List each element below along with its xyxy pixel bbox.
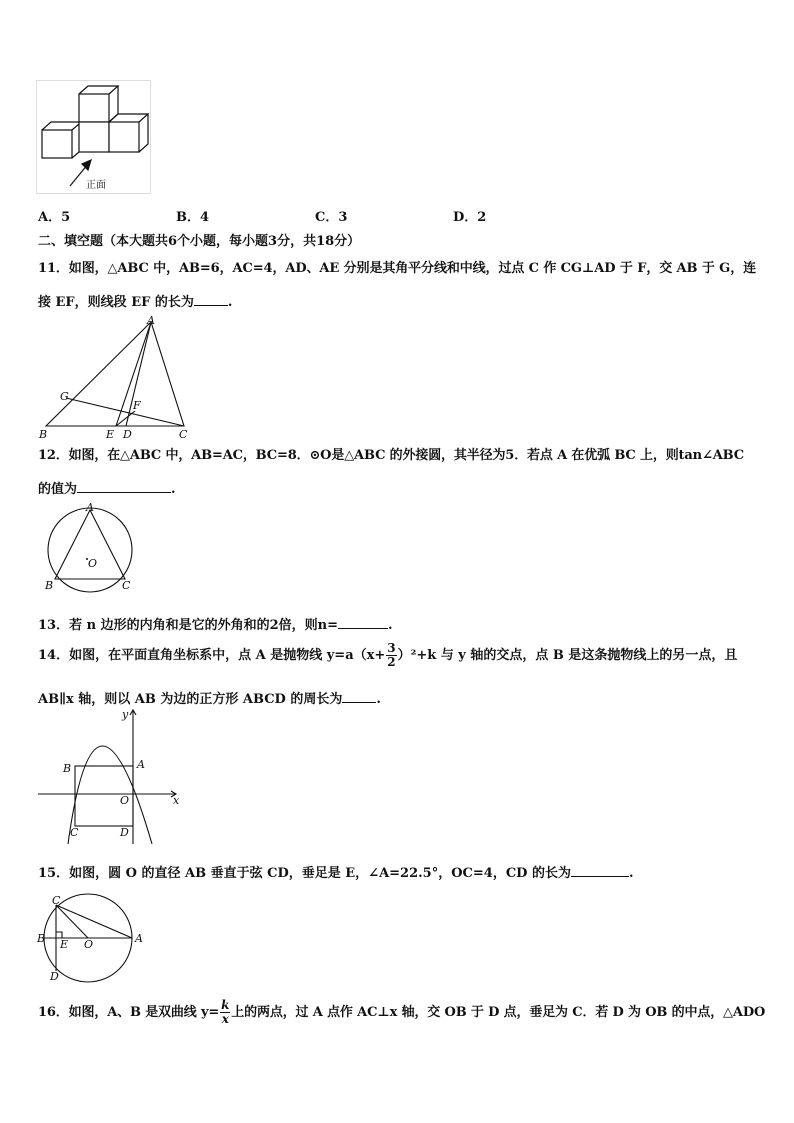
q14-label-a: A: [137, 758, 145, 771]
q13-end: .: [387, 618, 393, 633]
q10-option-c: C．3: [315, 210, 348, 225]
q15-label-c: C: [52, 894, 61, 907]
q11-label-c: C: [179, 428, 188, 441]
q11-label-a: A: [147, 314, 155, 327]
q10-option-b: B．4: [176, 210, 210, 225]
q16-frac-den: x: [221, 1012, 229, 1026]
q15-label-b: B: [37, 932, 46, 945]
q15-line: [38, 862, 634, 883]
q11-label-e: E: [106, 428, 115, 441]
section-heading: 二、填空题（本大题共6个小题，每小题3分，共18分）: [38, 234, 361, 249]
q16-line: [38, 998, 765, 1028]
q14-label-x: x: [173, 794, 180, 807]
q12-answer-blank: [77, 478, 171, 493]
q15-circle-figure: [34, 890, 150, 986]
q10-option-a: A．5: [38, 210, 71, 225]
q15-end: .: [628, 866, 634, 881]
q15-label-e: E: [60, 938, 69, 951]
q14-line1: [38, 642, 737, 670]
q14-line2-end: .: [376, 692, 381, 707]
q12-line2-text: 的值为: [38, 482, 78, 497]
q12-label-b: B: [45, 579, 54, 592]
q11-line2-end: .: [227, 295, 233, 310]
q14-parabola-figure: [36, 706, 186, 846]
q16-pre: 16．如图，A、B 是双曲线 y=: [38, 1005, 220, 1020]
q14-label-b: B: [63, 762, 72, 775]
q10-option-d: D．2: [453, 210, 487, 225]
q13-text: 13．若 n 边形的内角和是它的外角和的2倍，则n=: [38, 618, 338, 633]
q14-fraction: [386, 642, 396, 669]
q14-line2-text: AB∥x 轴，则以 AB 为边的正方形 ABCD 的周长为: [38, 692, 343, 707]
q12-label-a: A: [86, 501, 94, 514]
q11-line2-text: 接 EF，则线段 EF 的长为: [38, 295, 194, 310]
q11-label-d: D: [123, 428, 132, 441]
q10-cube-figure: [36, 80, 152, 196]
q11-answer-blank: [194, 291, 228, 306]
q12-label-c: C: [122, 579, 131, 592]
q14-frac-den: 2: [387, 655, 396, 669]
q12-line2-end: .: [171, 482, 176, 497]
front-label: 正面: [86, 180, 106, 191]
q12-circle-figure: [40, 503, 140, 603]
q15-label-a: A: [135, 932, 143, 945]
q11-line1: 11．如图，△ABC 中，AB=6，AC=4，AD、AE 分别是其角平分线和中线，过点 C 作 CG⊥AD 于 F，交 AB 于 G，连: [38, 261, 756, 276]
q15-label-d: D: [50, 970, 59, 983]
q16-fraction: [220, 999, 230, 1026]
q14-label-c: C: [70, 826, 79, 839]
q11-label-f: F: [133, 399, 141, 412]
q14-label-o: O: [120, 794, 130, 807]
q15-answer-blank: [571, 862, 629, 877]
q11-label-g: G: [60, 390, 69, 403]
q14-line1-post: ）²+k 与 y 轴的交点，点 B 是这条抛物线上的另一点，且: [397, 648, 738, 663]
q15-label-o: O: [84, 938, 94, 951]
q14-answer-blank: [342, 688, 376, 703]
q15-text: 15．如图，圆 O 的直径 AB 垂直于弦 CD，垂足是 E，∠A=22.5°，OC=4，CD 的长为: [38, 866, 571, 881]
q12-label-o: O: [88, 557, 98, 570]
q13-line: [38, 614, 393, 635]
q16-frac-num: k: [221, 998, 230, 1012]
q14-label-d: D: [120, 826, 129, 839]
q12-line1: 12．如图，在△ABC 中，AB=AC，BC=8．⊙O是△ABC 的外接圆，其半径为5．若点 A 在优弧 BC 上，则tan∠ABC: [38, 448, 744, 463]
q14-frac-num: 3: [387, 641, 396, 655]
q14-label-y: y: [122, 708, 129, 721]
q16-post: 上的两点，过 A 点作 AC⊥x 轴，交 OB 于 D 点，垂足为 C．若 D 为 OB 的中点，△ADO: [231, 1005, 766, 1020]
q14-line1-pre: 14．如图，在平面直角坐标系中，点 A 是抛物线 y=a（x+: [38, 648, 386, 663]
q13-answer-blank: [338, 614, 388, 629]
q12-line2: [38, 478, 176, 499]
q11-label-b: B: [39, 428, 48, 441]
q11-triangle-figure: [36, 312, 196, 442]
q11-line2: [38, 291, 232, 312]
